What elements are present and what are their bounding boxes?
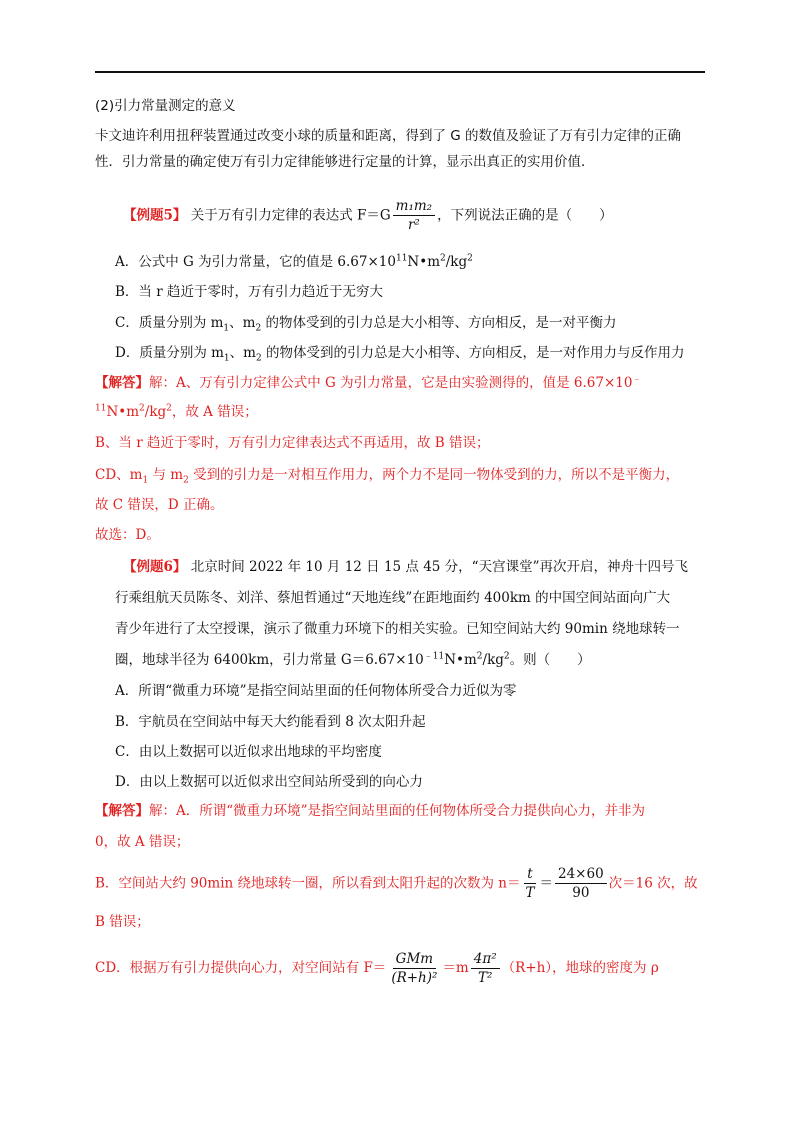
fraction-numerator: GMm — [393, 951, 436, 969]
answer-text: N•m — [106, 404, 140, 420]
example5-answer-line5: 故 C 错误，D 正确。 — [95, 497, 224, 513]
exponent: 2 — [440, 253, 446, 264]
option-d-text: 的物体受到的引力总是大小相等、方向相反，是一对作用力与反作用力 — [261, 345, 685, 361]
answer-tag: 【解答】 — [95, 375, 149, 391]
answer-text: 解：A、万有引力定律公式中 G 为引力常量，它是由实验测得的，值是 6.67×10 — [149, 375, 633, 391]
example5-formula-fraction — [393, 198, 435, 234]
exponent: 11 — [395, 253, 408, 264]
section-paragraph-line1: 卡文迪许利用扭秤装置通过改变小球的质量和距离，得到了 G 的数值及验证了万有引力定律的正确 — [95, 128, 682, 144]
section-paragraph-line2: 性．引力常量的确定使万有引力定律能够进行定量的计算，显示出真正的实用价值． — [95, 154, 595, 170]
subscript: 1 — [223, 323, 230, 334]
answer-tag: 【解答】 — [95, 803, 149, 819]
example6-option-a: A．所谓“微重力环境”是指空间站里面的任何物体所受合力近似为零 — [115, 683, 517, 699]
answer-text: B．空间站大约 90min 绕地球转一圈，所以看到太阳升起的次数为 n＝ — [95, 875, 521, 892]
subscript: 2 — [183, 475, 189, 486]
example5-stem — [123, 198, 613, 234]
exponent: 2 — [139, 403, 145, 414]
example6-answer-line3 — [95, 866, 698, 902]
fraction-denominator: r² — [407, 217, 420, 233]
example6-tag: 【例题6】 — [123, 559, 187, 575]
fraction-24x60-over-90 — [555, 866, 607, 902]
example5-option-c — [115, 313, 617, 333]
exponent: 2 — [476, 651, 483, 662]
fraction-denominator: T² — [477, 969, 493, 986]
example6-line1 — [123, 557, 688, 577]
example6-option-c: C．由以上数据可以近似求出地球的平均密度 — [115, 744, 382, 760]
example6-line4 — [115, 650, 591, 670]
fraction-4pi2-over-T2 — [471, 951, 500, 987]
fraction-GMm-over-Rh2 — [388, 951, 440, 987]
example6-text: 北京时间 2022 年 10 月 12 日 15 点 45 分，“天宫课堂”再次开启，神舟十四号飞 — [190, 559, 688, 575]
example6-option-d: D．由以上数据可以近似求出空间站所受到的向心力 — [115, 774, 423, 790]
equals-sign: ＝ — [539, 875, 553, 892]
answer-text: CD．根据万有引力提供向心力，对空间站有 F＝ — [95, 960, 387, 976]
fraction-t-over-T — [522, 866, 537, 902]
exponent: 2 — [166, 403, 172, 414]
example5-answer-line4 — [95, 465, 679, 485]
answer-text: ，故 A 错误； — [171, 404, 258, 420]
example5-answer-line3: B、当 r 趋近于零时，万有引力定律表达式不再适用，故 B 错误； — [95, 435, 490, 451]
answer-text: 次＝16 次，故 — [608, 875, 698, 892]
example5-answer-line2 — [95, 402, 258, 422]
section-heading: (2)引力常量测定的意义 — [95, 98, 236, 114]
answer-text: （R+h），地球的密度为 ρ — [501, 960, 659, 976]
exponent: 11 — [95, 403, 107, 414]
fraction-numerator: m₁m₂ — [393, 198, 435, 216]
exponent: 2 — [503, 651, 510, 662]
fraction-denominator: (R+h)² — [391, 969, 438, 986]
example6-line2: 行乘组航天员陈冬、刘洋、蔡旭哲通过“天地连线”在距地面约 400km 的中国空间站面向广大 — [115, 590, 671, 606]
example6-answer-line1 — [95, 801, 645, 821]
example6-text: 圈，地球半径为 6400km，引力常量 G＝6.67×10 — [115, 652, 424, 668]
fraction-numerator: 4π² — [471, 951, 500, 969]
subscript: 2 — [255, 323, 262, 334]
example6-answer-line5 — [95, 950, 659, 987]
subscript: 2 — [255, 353, 262, 364]
fraction-numerator: 24×60 — [555, 866, 607, 884]
example5-stem-tail: ，下列说法正确的是（ ） — [437, 207, 613, 224]
fraction-denominator: T — [525, 885, 535, 901]
example5-option-a — [115, 252, 473, 272]
fraction-denominator: 90 — [572, 885, 590, 901]
header-rule — [95, 71, 705, 73]
exponent: ﹣11 — [423, 651, 445, 662]
option-c-text: 、m — [229, 315, 256, 331]
example6-answer-line4: B 错误； — [95, 914, 150, 930]
option-c-text: 的物体受到的引力总是大小相等、方向相反，是一对平衡力 — [261, 315, 617, 331]
answer-text: CD、m — [95, 467, 143, 483]
example5-option-d — [115, 343, 685, 363]
subscript: 1 — [223, 353, 230, 364]
unit: /kg — [445, 254, 468, 270]
unit: N•m — [407, 254, 440, 270]
answer-text: 与 m — [148, 467, 184, 483]
example5-stem-text: 关于万有引力定律的表达式 F＝G — [190, 207, 391, 224]
answer-text: /kg — [144, 404, 167, 420]
unit: N•m — [444, 652, 477, 668]
example5-answer-line6: 故选：D。 — [95, 527, 160, 543]
example6-option-b: B．宇航员在空间站中每天大约能看到 8 次太阳升起 — [115, 714, 426, 730]
example6-line3: 青少年进行了太空授课，演示了微重力环境下的相关实验。已知空间站大约 90min 绕地球转一 — [115, 621, 680, 637]
subscript: 1 — [142, 475, 149, 486]
example6-answer-line2: 0，故 A 错误； — [95, 834, 190, 850]
equals-m: ＝m — [442, 960, 469, 976]
exponent: ﹣ — [632, 374, 642, 385]
exponent: 2 — [467, 253, 473, 264]
answer-text: 受到的引力是一对相互作用力，两个力不是同一物体受到的力，所以不是平衡力， — [188, 467, 680, 483]
example5-option-b: B．当 r 趋近于零时，万有引力趋近于无穷大 — [115, 284, 383, 300]
example5-tag: 【例题5】 — [123, 207, 187, 224]
option-c-text: C．质量分别为 m — [115, 315, 224, 331]
answer-text: 解：A．所谓“微重力环境”是指空间站里面的任何物体所受合力提供向心力，并非为 — [149, 803, 646, 819]
unit: /kg — [482, 652, 504, 668]
option-a-text: A．公式中 G 为引力常量，它的值是 6.67×10 — [115, 254, 396, 270]
example6-text: 。则（ ） — [509, 652, 591, 668]
option-d-text: D．质量分别为 m — [115, 345, 224, 361]
example5-answer-line1 — [95, 373, 641, 393]
option-d-text: 、m — [229, 345, 256, 361]
fraction-numerator: t — [524, 866, 535, 884]
